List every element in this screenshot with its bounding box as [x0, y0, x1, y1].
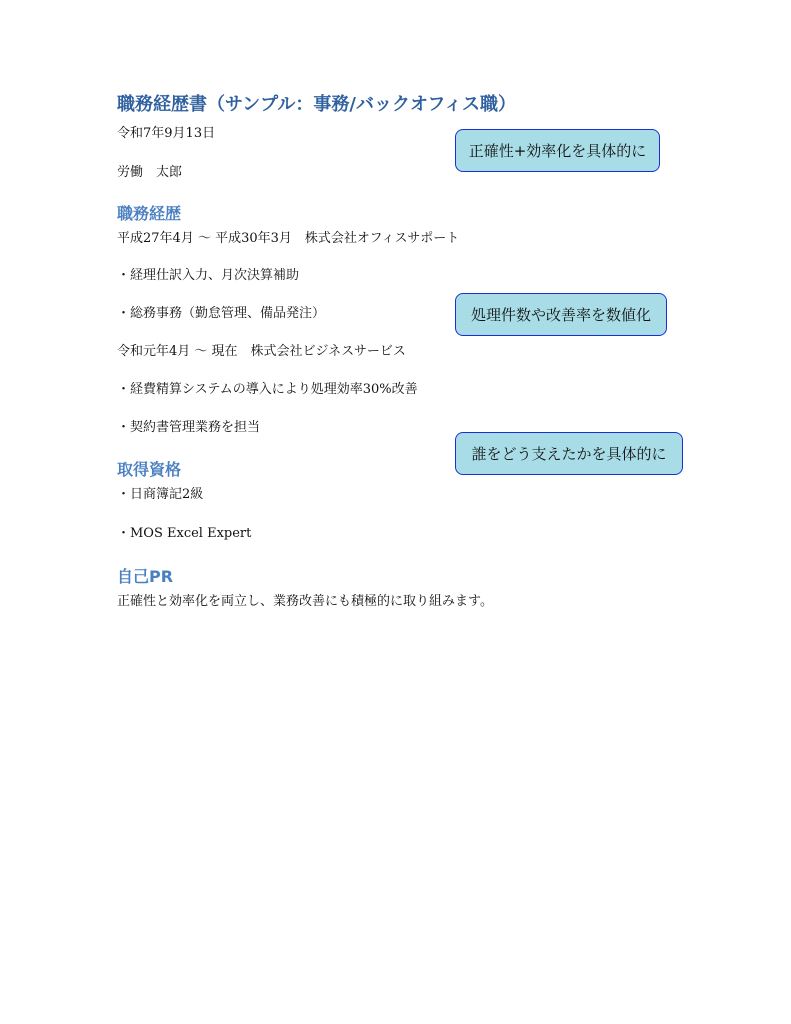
- job-2-duty-1: ・経費精算システムの導入により処理効率30%改善: [117, 382, 418, 397]
- self-pr-text: 正確性と効率化を両立し、業務改善にも積極的に取り組みます。: [117, 594, 493, 609]
- self-pr-heading: 自己PR: [117, 567, 174, 586]
- job-1-duty-2: ・総務事務（勤怠管理、備品発注）: [117, 306, 326, 321]
- author-name: 労働 太郎: [117, 165, 183, 180]
- job-2-duty-2: ・契約書管理業務を担当: [117, 420, 261, 435]
- job-1-duty-1: ・経理仕訳入力、月次決算補助: [117, 268, 300, 283]
- career-heading: 職務経歴: [117, 204, 182, 223]
- callout-specific-support: 誰をどう支えたかを具体的に: [455, 432, 683, 475]
- document-date: 令和7年9月13日: [117, 126, 216, 141]
- document-title: 職務経歴書（サンプル：事務/バックオフィス職）: [117, 94, 516, 115]
- callout-accuracy-efficiency: 正確性+効率化を具体的に: [455, 129, 660, 172]
- qualifications-heading: 取得資格: [117, 460, 182, 479]
- callout-quantify-results: 処理件数や改善率を数値化: [455, 293, 667, 336]
- job-1-period-company: 平成27年4月 〜 平成30年3月 株式会社オフィスサポート: [117, 231, 460, 246]
- qualification-item-1: ・日商簿記2級: [117, 487, 204, 502]
- qualification-item-2: ・MOS Excel Expert: [117, 526, 252, 541]
- job-2-period-company: 令和元年4月 〜 現在 株式会社ビジネスサービス: [117, 344, 406, 359]
